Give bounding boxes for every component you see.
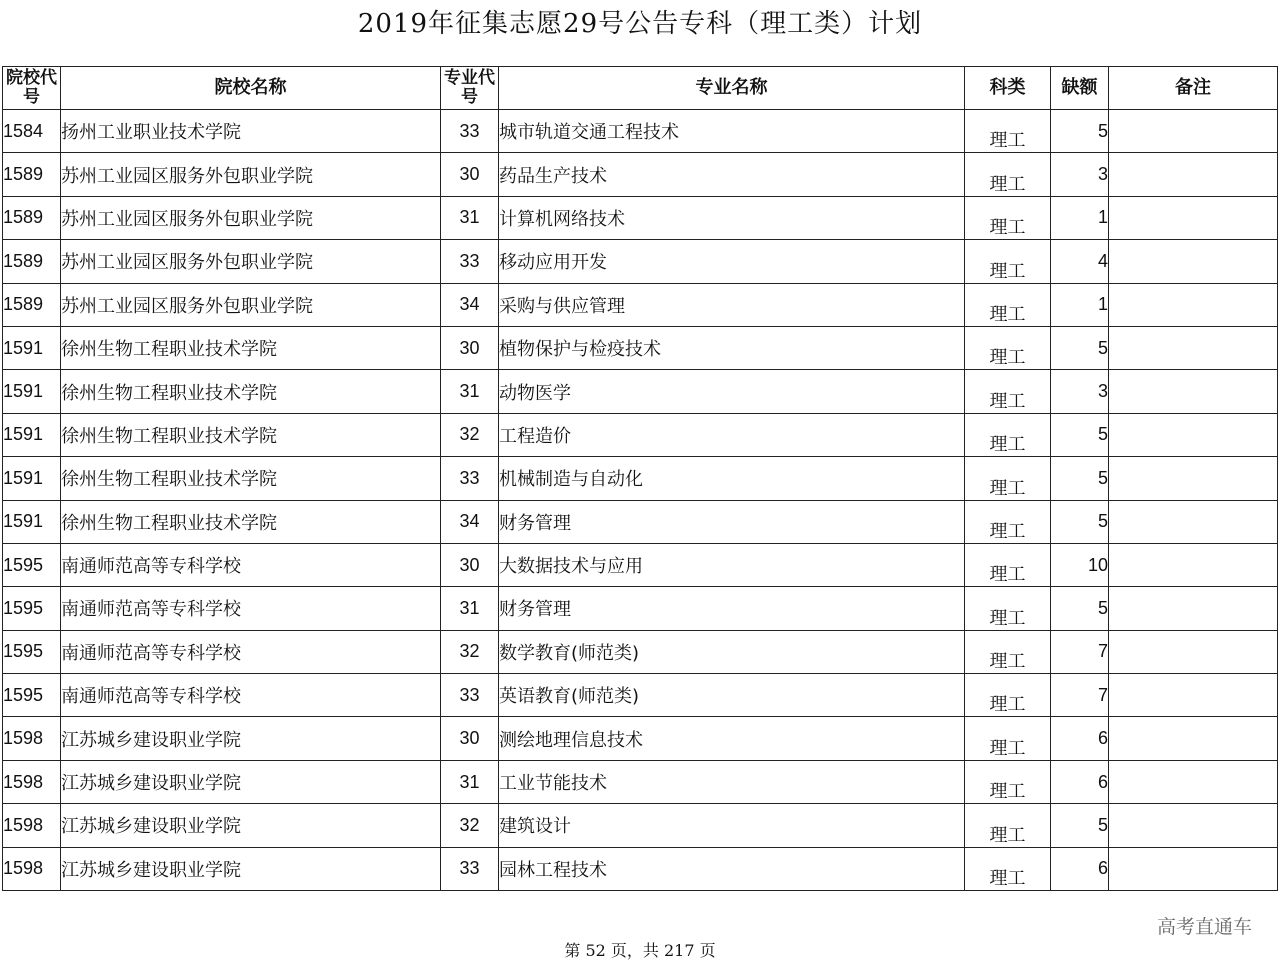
cell-school-code: 1591 bbox=[3, 370, 61, 413]
cell-note bbox=[1109, 110, 1278, 153]
cell-major-code: 33 bbox=[441, 674, 499, 717]
cell-school-code: 1598 bbox=[3, 717, 61, 760]
cell-major-name: 英语教育(师范类) bbox=[499, 674, 965, 717]
cell-school-code: 1598 bbox=[3, 847, 61, 890]
cell-school-code: 1589 bbox=[3, 240, 61, 283]
cell-category: 理工 bbox=[965, 587, 1051, 630]
cell-school-name: 南通师范高等专科学校 bbox=[61, 674, 441, 717]
cell-quota: 5 bbox=[1051, 413, 1109, 456]
page-footer: 第 52 页，共 217 页 bbox=[564, 941, 716, 960]
cell-note bbox=[1109, 196, 1278, 239]
cell-major-code: 31 bbox=[441, 370, 499, 413]
cell-note bbox=[1109, 630, 1278, 673]
cell-major-code: 33 bbox=[441, 457, 499, 500]
cell-major-name: 机械制造与自动化 bbox=[499, 457, 965, 500]
cell-school-name: 江苏城乡建设职业学院 bbox=[61, 804, 441, 847]
cell-major-name: 建筑设计 bbox=[499, 804, 965, 847]
table-row bbox=[3, 543, 1278, 586]
plan-table bbox=[2, 66, 1278, 891]
cell-major-code: 32 bbox=[441, 804, 499, 847]
header-category: 科类 bbox=[965, 67, 1051, 110]
cell-major-code: 31 bbox=[441, 196, 499, 239]
cell-category: 理工 bbox=[965, 196, 1051, 239]
header-school-code: 院校代号 bbox=[3, 67, 61, 110]
table-row bbox=[3, 500, 1278, 543]
cell-category: 理工 bbox=[965, 543, 1051, 586]
cell-school-code: 1589 bbox=[3, 283, 61, 326]
cell-quota: 10 bbox=[1051, 543, 1109, 586]
cell-school-name: 苏州工业园区服务外包职业学院 bbox=[61, 283, 441, 326]
cell-major-name: 测绘地理信息技术 bbox=[499, 717, 965, 760]
cell-school-code: 1595 bbox=[3, 543, 61, 586]
cell-category: 理工 bbox=[965, 283, 1051, 326]
cell-quota: 5 bbox=[1051, 587, 1109, 630]
cell-note bbox=[1109, 804, 1278, 847]
cell-school-name: 江苏城乡建设职业学院 bbox=[61, 847, 441, 890]
cell-major-name: 园林工程技术 bbox=[499, 847, 965, 890]
cell-school-code: 1591 bbox=[3, 413, 61, 456]
page-title: 2019年征集志愿29号公告专科（理工类）计划 bbox=[357, 9, 923, 39]
table-row bbox=[3, 630, 1278, 673]
cell-quota: 5 bbox=[1051, 804, 1109, 847]
cell-category: 理工 bbox=[965, 457, 1051, 500]
cell-category: 理工 bbox=[965, 413, 1051, 456]
cell-school-name: 南通师范高等专科学校 bbox=[61, 543, 441, 586]
table-row bbox=[3, 240, 1278, 283]
cell-school-code: 1598 bbox=[3, 804, 61, 847]
cell-quota: 3 bbox=[1051, 370, 1109, 413]
table-row bbox=[3, 413, 1278, 456]
cell-quota: 7 bbox=[1051, 630, 1109, 673]
table-row bbox=[3, 674, 1278, 717]
cell-major-name: 工程造价 bbox=[499, 413, 965, 456]
cell-quota: 5 bbox=[1051, 457, 1109, 500]
table-row bbox=[3, 847, 1278, 890]
cell-major-name: 工业节能技术 bbox=[499, 760, 965, 803]
cell-major-code: 30 bbox=[441, 543, 499, 586]
cell-quota: 6 bbox=[1051, 717, 1109, 760]
cell-category: 理工 bbox=[965, 110, 1051, 153]
header-school-name: 院校名称 bbox=[61, 67, 441, 110]
cell-major-code: 31 bbox=[441, 587, 499, 630]
cell-category: 理工 bbox=[965, 847, 1051, 890]
cell-category: 理工 bbox=[965, 630, 1051, 673]
cell-major-code: 30 bbox=[441, 717, 499, 760]
cell-quota: 3 bbox=[1051, 153, 1109, 196]
cell-school-name: 南通师范高等专科学校 bbox=[61, 587, 441, 630]
cell-note bbox=[1109, 326, 1278, 369]
cell-category: 理工 bbox=[965, 674, 1051, 717]
cell-note bbox=[1109, 587, 1278, 630]
cell-major-code: 34 bbox=[441, 500, 499, 543]
cell-category: 理工 bbox=[965, 717, 1051, 760]
cell-major-name: 移动应用开发 bbox=[499, 240, 965, 283]
table-body bbox=[3, 110, 1278, 891]
cell-school-code: 1589 bbox=[3, 153, 61, 196]
cell-school-code: 1591 bbox=[3, 500, 61, 543]
cell-note bbox=[1109, 760, 1278, 803]
cell-category: 理工 bbox=[965, 370, 1051, 413]
cell-major-code: 34 bbox=[441, 283, 499, 326]
cell-school-code: 1589 bbox=[3, 196, 61, 239]
cell-major-code: 31 bbox=[441, 760, 499, 803]
cell-category: 理工 bbox=[965, 326, 1051, 369]
cell-category: 理工 bbox=[965, 153, 1051, 196]
cell-school-code: 1595 bbox=[3, 587, 61, 630]
cell-major-name: 植物保护与检疫技术 bbox=[499, 326, 965, 369]
cell-major-name: 大数据技术与应用 bbox=[499, 543, 965, 586]
cell-quota: 6 bbox=[1051, 760, 1109, 803]
cell-major-name: 数学教育(师范类) bbox=[499, 630, 965, 673]
table-row bbox=[3, 196, 1278, 239]
table-row bbox=[3, 283, 1278, 326]
cell-school-name: 江苏城乡建设职业学院 bbox=[61, 717, 441, 760]
cell-school-name: 扬州工业职业技术学院 bbox=[61, 110, 441, 153]
cell-note bbox=[1109, 674, 1278, 717]
cell-quota: 6 bbox=[1051, 847, 1109, 890]
cell-school-name: 徐州生物工程职业技术学院 bbox=[61, 457, 441, 500]
table-row bbox=[3, 370, 1278, 413]
table-row bbox=[3, 760, 1278, 803]
cell-note bbox=[1109, 717, 1278, 760]
cell-school-name: 苏州工业园区服务外包职业学院 bbox=[61, 240, 441, 283]
cell-quota: 5 bbox=[1051, 500, 1109, 543]
header-major-code: 专业代号 bbox=[441, 67, 499, 110]
cell-major-name: 计算机网络技术 bbox=[499, 196, 965, 239]
cell-school-name: 徐州生物工程职业技术学院 bbox=[61, 326, 441, 369]
cell-major-code: 33 bbox=[441, 847, 499, 890]
cell-note bbox=[1109, 370, 1278, 413]
cell-note bbox=[1109, 500, 1278, 543]
cell-quota: 4 bbox=[1051, 240, 1109, 283]
cell-category: 理工 bbox=[965, 500, 1051, 543]
cell-major-name: 药品生产技术 bbox=[499, 153, 965, 196]
cell-category: 理工 bbox=[965, 760, 1051, 803]
cell-major-code: 33 bbox=[441, 110, 499, 153]
cell-school-code: 1595 bbox=[3, 630, 61, 673]
table-row bbox=[3, 717, 1278, 760]
cell-quota: 1 bbox=[1051, 283, 1109, 326]
cell-school-code: 1598 bbox=[3, 760, 61, 803]
cell-school-name: 江苏城乡建设职业学院 bbox=[61, 760, 441, 803]
cell-note bbox=[1109, 240, 1278, 283]
cell-note bbox=[1109, 543, 1278, 586]
cell-note bbox=[1109, 847, 1278, 890]
cell-school-name: 徐州生物工程职业技术学院 bbox=[61, 370, 441, 413]
watermark: 高考直通车 bbox=[1156, 916, 1252, 938]
cell-major-name: 采购与供应管理 bbox=[499, 283, 965, 326]
cell-category: 理工 bbox=[965, 804, 1051, 847]
header-major-name: 专业名称 bbox=[499, 67, 965, 110]
table-row bbox=[3, 110, 1278, 153]
cell-quota: 1 bbox=[1051, 196, 1109, 239]
cell-quota: 5 bbox=[1051, 110, 1109, 153]
cell-school-code: 1591 bbox=[3, 457, 61, 500]
cell-major-code: 33 bbox=[441, 240, 499, 283]
cell-major-name: 城市轨道交通工程技术 bbox=[499, 110, 965, 153]
cell-note bbox=[1109, 283, 1278, 326]
cell-major-name: 财务管理 bbox=[499, 500, 965, 543]
cell-major-name: 动物医学 bbox=[499, 370, 965, 413]
table-row bbox=[3, 153, 1278, 196]
table-row bbox=[3, 326, 1278, 369]
cell-quota: 5 bbox=[1051, 326, 1109, 369]
cell-major-code: 30 bbox=[441, 326, 499, 369]
cell-school-code: 1595 bbox=[3, 674, 61, 717]
table-row bbox=[3, 587, 1278, 630]
header-note: 备注 bbox=[1109, 67, 1278, 110]
cell-school-name: 苏州工业园区服务外包职业学院 bbox=[61, 153, 441, 196]
cell-note bbox=[1109, 457, 1278, 500]
cell-school-code: 1584 bbox=[3, 110, 61, 153]
cell-school-name: 徐州生物工程职业技术学院 bbox=[61, 500, 441, 543]
cell-major-name: 财务管理 bbox=[499, 587, 965, 630]
cell-category: 理工 bbox=[965, 240, 1051, 283]
cell-school-name: 苏州工业园区服务外包职业学院 bbox=[61, 196, 441, 239]
cell-school-name: 徐州生物工程职业技术学院 bbox=[61, 413, 441, 456]
cell-quota: 7 bbox=[1051, 674, 1109, 717]
cell-school-name: 南通师范高等专科学校 bbox=[61, 630, 441, 673]
cell-note bbox=[1109, 153, 1278, 196]
header-quota: 缺额 bbox=[1051, 67, 1109, 110]
cell-major-code: 32 bbox=[441, 630, 499, 673]
table-row bbox=[3, 457, 1278, 500]
header-row bbox=[3, 67, 1278, 110]
cell-school-code: 1591 bbox=[3, 326, 61, 369]
cell-major-code: 32 bbox=[441, 413, 499, 456]
table-row bbox=[3, 804, 1278, 847]
cell-major-code: 30 bbox=[441, 153, 499, 196]
cell-note bbox=[1109, 413, 1278, 456]
